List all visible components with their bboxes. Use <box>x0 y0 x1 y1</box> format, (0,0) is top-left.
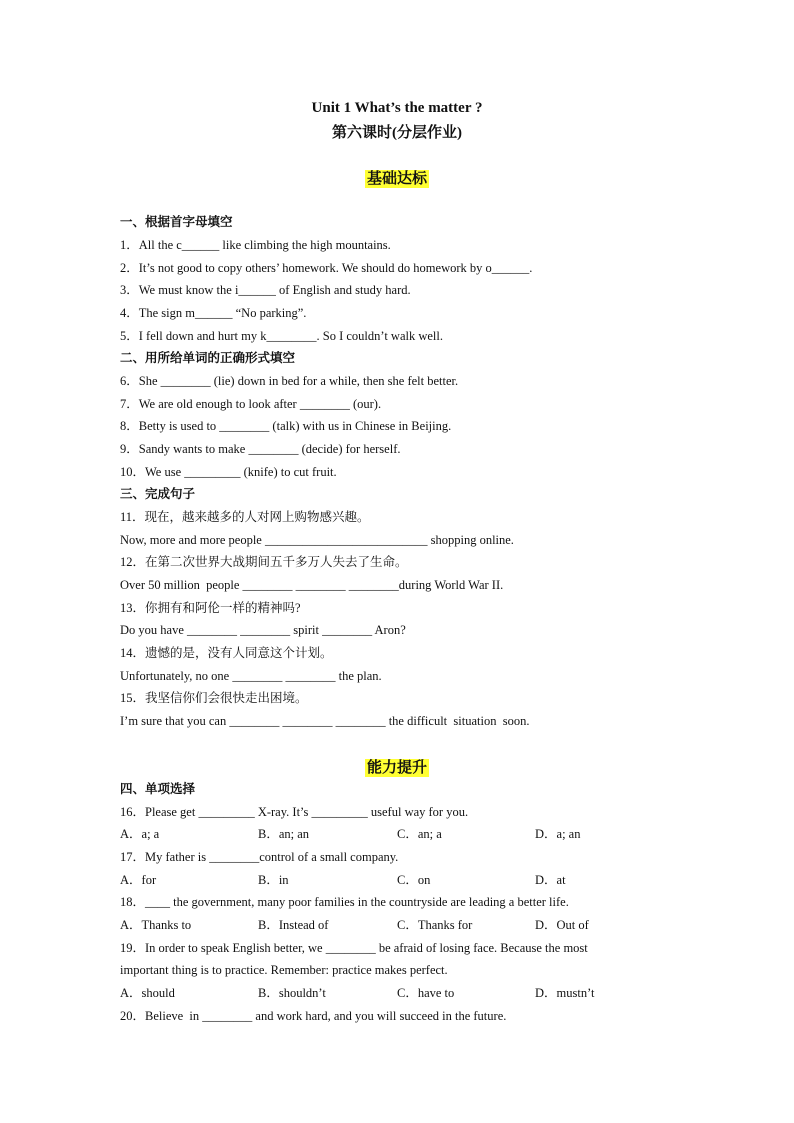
question-9: 9．Sandy wants to make ________ (decide) for herself. <box>120 442 401 456</box>
option-16-c: C．an; a <box>397 827 442 841</box>
question-20: 20．Believe in ________ and work hard, and you will succeed in the future. <box>120 1009 507 1023</box>
question-15-chinese: 15．我坚信你们会很快走出困境。 <box>120 691 308 705</box>
option-18-b: B．Instead of <box>258 918 329 932</box>
part1-heading: 一、根据首字母填空 <box>120 215 233 229</box>
section-advanced-badge <box>0 756 794 777</box>
question-3: 3．We must know the i______ of English and study hard. <box>120 283 411 297</box>
question-2: 2．It’s not good to copy others’ homework. We should do homework by o______. <box>120 261 533 275</box>
option-16-a: A．a; a <box>120 827 160 841</box>
section-basic-badge <box>0 167 794 188</box>
question-4: 4．The sign m______ “No parking”. <box>120 306 307 320</box>
question-1: 1．All the c______ like climbing the high mountains. <box>120 238 391 252</box>
question-11-english: Now, more and more people __________________________ shopping online. <box>120 533 514 547</box>
question-14-english: Unfortunately, no one ________ ________ the plan. <box>120 669 382 683</box>
question-8: 8．Betty is used to ________ (talk) with us in Chinese in Beijing. <box>120 419 452 433</box>
option-17-c: C．on <box>397 873 431 887</box>
option-18-a: A．Thanks to <box>120 918 192 932</box>
question-13-chinese: 13．你拥有和阿伦一样的精神吗? <box>120 601 301 615</box>
option-19-d: D．mustn’t <box>535 986 595 1000</box>
question-18: 18．____ the government, many poor families in the countryside are leading a better life. <box>120 895 569 909</box>
section-basic-label: 基础达标 <box>366 171 427 187</box>
option-17-b: B．in <box>258 873 289 887</box>
question-11-chinese: 11．现在，越来越多的人对网上购物感兴趣。 <box>120 510 370 524</box>
question-16: 16．Please get _________ X-ray. It’s _________ useful way for you. <box>120 805 469 819</box>
question-6: 6．She ________ (lie) down in bed for a while, then she felt better. <box>120 374 459 388</box>
section-advanced-label: 能力提升 <box>366 760 427 776</box>
option-18-d: D．Out of <box>535 918 589 932</box>
question-7: 7．We are old enough to look after ________ (our). <box>120 397 382 411</box>
option-19-a: A．should <box>120 986 175 1000</box>
question-14-chinese: 14．遗憾的是，没有人同意这个计划。 <box>120 646 333 660</box>
question-12-chinese: 12．在第二次世界大战期间五千多万人失去了生命。 <box>120 555 408 569</box>
option-19-c: C．have to <box>397 986 455 1000</box>
question-19: 19．In order to speak English better, we ________ be afraid of losing face. Because the most <box>120 941 588 955</box>
question-17: 17．My father is ________control of a small company. <box>120 850 399 864</box>
option-18-c: C．Thanks for <box>397 918 473 932</box>
option-17-d: D．at <box>535 873 566 887</box>
option-16-b: B．an; an <box>258 827 310 841</box>
part3-heading: 三、完成句子 <box>120 487 196 501</box>
question-13-english: Do you have ________ ________ spirit ________ Aron? <box>120 623 406 637</box>
option-17-a: A．for <box>120 873 157 887</box>
question-10: 10．We use _________ (knife) to cut fruit. <box>120 465 337 479</box>
question-15-english: I’m sure that you can ________ ________ ________ the difficult situation soon. <box>120 714 530 728</box>
question-5: 5．I fell down and hurt my k________. So I couldn’t walk well. <box>120 329 443 343</box>
question-19-continued: important thing is to practice. Remember: practice makes perfect. <box>120 963 448 977</box>
option-16-d: D．a; an <box>535 827 581 841</box>
page-title: Unit 1 What’s the matter ? <box>311 100 483 116</box>
page-subtitle: 第六课时(分层作业) <box>332 125 462 141</box>
part4-heading: 四、单项选择 <box>120 782 196 796</box>
option-19-b: B．shouldn’t <box>258 986 326 1000</box>
part2-heading: 二、用所给单词的正确形式填空 <box>120 351 296 365</box>
question-12-english: Over 50 million people ________ ________ ________during World War II. <box>120 578 504 592</box>
